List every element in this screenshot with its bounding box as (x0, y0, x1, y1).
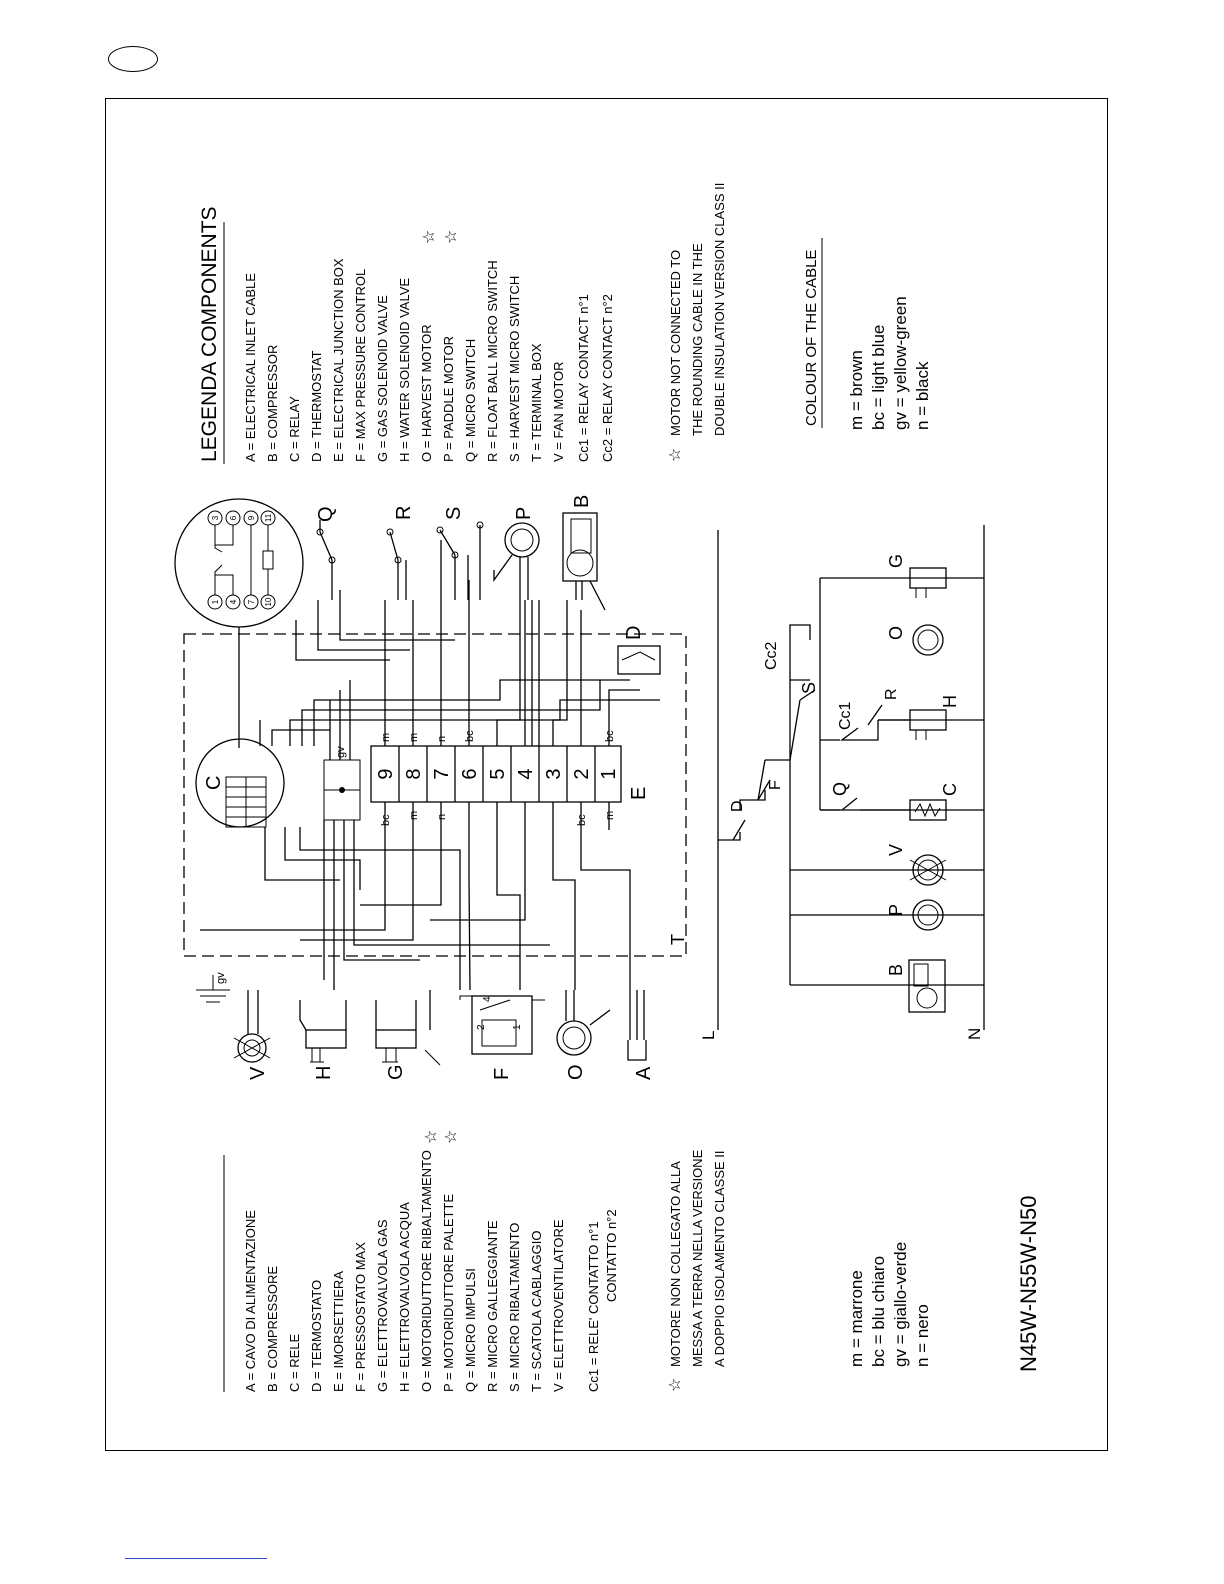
wire-code: m (604, 810, 616, 820)
legend-it-colour: gv = giallo-verde (891, 1241, 910, 1367)
legend-it-item: A = CAVO DI ALIMENTAZIONE (243, 1210, 258, 1392)
schematic-s-label: S (799, 681, 819, 694)
relay-label: C (203, 775, 225, 790)
relay-pin: 10 (264, 597, 273, 607)
schematic-cc2-label: Cc2 (763, 641, 780, 670)
wire-code: m (380, 732, 392, 742)
gas-valve-label: G (385, 1064, 407, 1080)
pressure-control-f (460, 996, 545, 1080)
schematic-b-label: B (886, 963, 906, 976)
terminal-number: 9 (375, 768, 397, 780)
thermostat-d (618, 626, 660, 674)
terminal-number: 7 (431, 768, 453, 780)
terminal-number: 2 (571, 768, 593, 780)
schematic-ladder (699, 525, 984, 1040)
star-icon: ☆ (667, 447, 684, 462)
relay-pin: 7 (247, 599, 256, 605)
relay-pin: 11 (264, 513, 273, 523)
terminal-number: 1 (598, 768, 620, 780)
legend-en-item: S = HARVEST MICRO SWITCH (507, 275, 522, 462)
terminal-box-outline (184, 634, 686, 956)
terminal-number: 8 (403, 768, 425, 780)
terminal-number: 6 (459, 768, 481, 780)
legend-en-item: O = HARVEST MOTOR (419, 324, 434, 462)
legend-it-item: CONTATTO n°2 (604, 1209, 619, 1302)
wire-code: n (436, 813, 448, 820)
legend-it-item: E = IMORSETTIERA (331, 1271, 346, 1392)
terminal-block-e (371, 746, 650, 802)
schematic-p-label: P (886, 903, 906, 916)
schematic-q-label: Q (830, 781, 850, 796)
legend-en-item: G = GAS SOLENOID VALVE (375, 295, 390, 462)
gas-valve-g (376, 990, 440, 1080)
legend-it-item: H = ELETTROVALVOLA ACQUA (397, 1202, 412, 1392)
compressor-label: B (571, 494, 593, 508)
wire-code-tags (215, 730, 616, 984)
compressor-b (563, 495, 605, 610)
legend-en-colour: bc = light blue (869, 324, 888, 430)
schematic-d-label: D (729, 800, 746, 812)
relay-connector (196, 739, 284, 827)
wire-code: bc (576, 814, 588, 826)
legend-en-item: A = ELECTRICAL INLET CABLE (243, 273, 258, 462)
legend-en-item: R = FLOAT BALL MICRO SWITCH (485, 260, 500, 462)
legend-en-colour: m = brown (847, 350, 866, 430)
wire-code: m (408, 732, 420, 742)
switch-s-label: S (443, 506, 465, 520)
star-icon: ☆ (443, 229, 460, 244)
star-icon: ☆ (667, 1377, 684, 1392)
legend-en-note-line: MOTOR NOT CONNECTED TO (668, 249, 683, 436)
legend-it-item: Q = MICRO IMPULSI (463, 1268, 478, 1392)
legend-en-item: D = THERMOSTAT (309, 350, 324, 462)
motor-p-label: P (513, 506, 535, 520)
schematic-h-label: H (940, 695, 960, 708)
legend-en-item: Q = MICRO SWITCH (463, 338, 478, 462)
legend-it-item: S = MICRO RIBALTAMENTO (507, 1222, 522, 1392)
legend-it-item: F = PRESSOSTATO MAX (353, 1242, 368, 1392)
legend-it-item: R = MICRO GALLEGGIANTE (485, 1220, 500, 1392)
terminal-box-t (184, 634, 688, 956)
pressure-control-label: F (491, 1067, 513, 1080)
legend-it-note-line: MESSA A TERRA NELLA VERSIONE (690, 1149, 705, 1367)
schematic-f-label: F (767, 780, 784, 790)
wire-code: m (408, 810, 420, 820)
legend-en-item: F = MAX PRESSURE CONTROL (353, 268, 368, 462)
terminal-number: 3 (543, 768, 565, 780)
internal-wiring (200, 540, 660, 990)
schematic-r-label: R (883, 688, 900, 700)
relay-pin: 6 (229, 515, 238, 521)
legend-en-item: E = ELECTRICAL JUNCTION BOX (331, 258, 346, 462)
legend-en-title: LEGENDA COMPONENTS (198, 206, 221, 462)
harvest-switch-s (437, 507, 483, 600)
terminal-number: 5 (487, 768, 509, 780)
colour-title: COLOUR OF THE CABLE (803, 249, 820, 426)
legend-italian (224, 1130, 1041, 1392)
star-icon: ☆ (423, 1129, 440, 1144)
water-valve-label: H (313, 1065, 335, 1080)
legend-en-note-line: THE ROUNDING CABLE IN THE (690, 243, 705, 436)
legend-en-item: B = COMPRESSOR (265, 344, 280, 462)
legend-it-item: T = SCATOLA CABLAGGIO (529, 1230, 544, 1392)
legend-english (198, 183, 932, 464)
legend-en-item: C = RELAY (287, 396, 302, 462)
model-number: N45W-N55W-N50 (1016, 1195, 1041, 1372)
schematic-c-label: C (940, 783, 960, 796)
legend-it-item: V = ELETTROVENTILATORE (551, 1219, 566, 1392)
legend-en-item: P = PADDLE MOTOR (441, 335, 456, 462)
relay-pin: 3 (211, 515, 220, 521)
relay-pin: 9 (247, 515, 256, 521)
legend-en-colour: n = black (913, 361, 932, 430)
terminal-box-label: T (668, 934, 688, 945)
wire-code: n (436, 735, 448, 742)
wire-code: gv (215, 972, 227, 984)
fan-motor-v (196, 975, 270, 1080)
fan-motor-label: V (247, 1066, 269, 1080)
pressure-pin: 4 (482, 996, 493, 1002)
star-icon: ☆ (421, 229, 438, 244)
relay-pin: 1 (211, 599, 220, 605)
inlet-cable-label: A (633, 1066, 655, 1080)
legend-en-item: Cc1 = RELAY CONTACT n°1 (576, 294, 591, 462)
thermostat-label: D (623, 625, 645, 640)
star-icon: ☆ (443, 1129, 460, 1144)
wire-code: bc (604, 730, 616, 742)
legend-it-item: O = MOTORIDUTTORE RIBALTAMENTO (419, 1150, 434, 1392)
wire-code: bc (380, 814, 392, 826)
legend-it-item: C = RELE (287, 1333, 302, 1392)
relay-c (175, 499, 303, 748)
legend-it-item: G = ELETTROVALVOLA GAS (375, 1219, 390, 1392)
schematic-g-label: G (886, 553, 906, 568)
legend-it-item: P = MOTORIDUTTORE PALETTE (441, 1193, 456, 1392)
ground-junction (324, 760, 360, 820)
inlet-cable-a (628, 990, 655, 1080)
legend-it-note-line: MOTORE NON COLLEGATO ALLA (668, 1161, 683, 1367)
legend-en-item: Cc2 = RELAY CONTACT n°2 (600, 294, 615, 462)
wire-code: bc (464, 730, 476, 742)
harvest-motor-label: O (565, 1064, 587, 1080)
legend-en-item: V = FAN MOTOR (551, 361, 566, 462)
schematic-o-label: O (886, 625, 906, 640)
wire-code: gv (335, 746, 347, 758)
pressure-pin: 2 (476, 1024, 487, 1030)
schematic-v-label: V (886, 843, 906, 856)
legend-it-item: D = TERMOSTATO (309, 1279, 324, 1392)
water-valve-h (300, 1000, 346, 1080)
legend-it-note-line: A DOPPIO ISOLAMENTO CLASSE II (712, 1150, 727, 1367)
legend-en-item: H = WATER SOLENOID VALVE (397, 277, 412, 462)
legend-it-colour: n = nero (913, 1304, 932, 1367)
legend-en-colour: gv = yellow-green (891, 296, 910, 430)
line-l-label: L (699, 1030, 718, 1040)
switch-r-label: R (393, 505, 415, 520)
legend-it-item: B = COMPRESSORE (265, 1265, 280, 1392)
schematic-cc1-label: Cc1 (837, 701, 854, 730)
legend-en-item: T = TERMINAL BOX (529, 343, 544, 462)
legend-it-colour: m = marrone (847, 1270, 866, 1367)
switch-q-label: Q (315, 506, 337, 522)
legend-it-colour: bc = blu chiaro (869, 1255, 888, 1367)
legend-it-item: Cc1 = RELE' CONTATTO n°1 (586, 1221, 601, 1392)
line-n-label: N (965, 1027, 984, 1040)
relay-pin: 4 (229, 599, 238, 605)
paddle-motor-p (494, 507, 539, 600)
float-switch-r (387, 506, 415, 600)
micro-switch-q (315, 506, 337, 600)
terminal-number: 4 (515, 768, 537, 780)
pressure-pin: 1 (512, 1024, 523, 1030)
harvest-motor-o (557, 990, 610, 1080)
legend-en-note-line: DOUBLE INSULATION VERSION CLASS II (712, 182, 727, 436)
terminal-block-label: E (628, 786, 650, 800)
